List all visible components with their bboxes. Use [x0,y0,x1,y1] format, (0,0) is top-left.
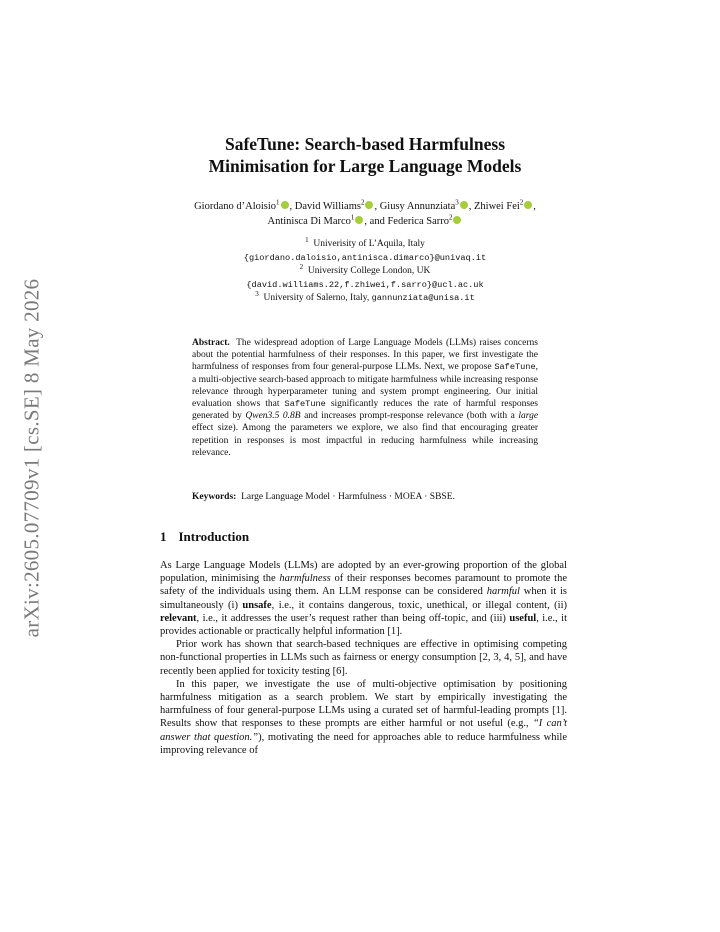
abstract-text: effect size). Among the parameters we explore, we also find that encouraging greater repetition in responses is most impactful in reducing harmfulness while increasing relevance. [192,423,538,458]
emphasis: harmful [486,586,520,598]
text: , i.e., it addresses the user’s request rather than being off-topic, and (iii) [196,612,506,624]
paragraph: Prior work has shown that search-based techniques are effective in optimising competing non-functional properties in LLMs such as fairness or energy consumption [2, 3, 4, 5], and have recently been applied for toxicity testing [6]. [160,639,567,677]
author-name: David Williams [294,201,361,212]
affiliation-univaq: Univerisity of L’Aquila, Italy [313,239,425,249]
orcid-icon[interactable] [524,201,532,209]
paper-title [160,133,570,177]
bold-term: relevant [160,612,197,624]
orcid-icon[interactable] [460,201,468,209]
author-name: Giusy Annunziata [379,201,456,212]
keywords-text: Large Language Model · Harmfulness · MOEA · SBSE. [241,492,455,502]
email-univaq[interactable]: {giordano.daloisio,antinisca.dimarco}@univaq.it [243,252,487,263]
paragraph [160,559,567,638]
title-line-2: Minimisation for Large Language Models [208,156,522,176]
emphasis: harmfulness [279,573,331,585]
text: As Large Language Models (LLMs) are adopted by an ever-growing proportion of the global population, minimising the [160,560,567,585]
author-affil-mark: 1 [350,213,355,222]
quoted-example: “I can’t answer that question.” [160,718,568,743]
text: In this paper, we investigate the use of multi-objective optimisation by positioning harmfulness mitigation as a search problem. We start by empirically investigating the harmfulness of four general-purpose LLMs using a curated set of harmful-leading prompts [1]. Results show that responses to these prompts are either harmful or not useful (e.g., [160,678,567,730]
tool-name: SafeTune [494,362,536,373]
model-name: Qwen3.5 0.8B [245,411,301,422]
arxiv-id-text: arXiv:2605.07709v1 [cs.SE] 8 May 2026 [19,278,44,638]
abstract-text: significantly reduces the rate of harmful responses generated by [192,399,539,422]
author-list: Giordano d’Aloisio$^1$ , David Williams$^2$ , Giusy Annunziata$^3$ , Zhiwei Fei$^2$ , Antinisca Di Marco$^1$ , and Federica Sarro$^2$ [194,198,536,227]
affil-mark: 2 [299,262,304,271]
affiliation-unisa: University of Salerno, Italy, [263,293,370,303]
author-affil-mark: 3 [455,198,459,207]
title-line-1: SafeTune: Search-based Harmfulness [224,134,506,154]
abstract-label: Abstract. [192,338,230,348]
orcid-icon[interactable] [365,201,373,209]
orcid-icon[interactable] [281,201,289,209]
text: , i.e., it contains dangerous, toxic, unethical, or illegal content, (ii) [271,599,567,611]
author-affil-mark: 2 [360,198,365,207]
text: of their responses becomes paramount to promote the safety of the individuals using them. An LLM response can be considered [160,573,568,598]
orcid-icon[interactable] [355,216,363,224]
orcid-icon[interactable] [453,216,461,224]
text: when it is simultaneously (i) [160,586,568,611]
abstract [192,337,538,459]
introduction-body [160,559,567,757]
arxiv-stamp [14,268,50,648]
section-title: Introduction [178,529,250,544]
text: ), motivating the need for approaches able to reduce harmfulness while improving relevance of [160,731,568,756]
author-name: Antinisca Di Marco [267,216,351,227]
keywords-label: Keywords: [192,492,237,502]
bold-term: useful [509,612,537,624]
bold-term: unsafe [242,599,272,611]
affiliation-ucl: University College London, UK [307,266,431,276]
abstract-text: The widespread adoption of Large Language Models (LLMs) raises concerns about the potential harmfulness of their responses. In this paper, we first investigate the harmfulness of responses from four general-purpose LLMs. Next, we propose [192,338,538,373]
abstract-text: and increases prompt-response relevance (both with a [304,411,515,422]
abstract-text: , a multi-objective search-based approach to mitigate harmfulness while increasing response relevance through hyperparameter tuning and system prompt engineering. Our initial evaluation shows that [192,362,538,410]
author-name: Zhiwei Fei [473,201,520,212]
author-name: Federica Sarro [387,216,449,227]
author-affil-mark: 2 [519,198,524,207]
text: , i.e., it provides actionable or practically helpful information [1]. [160,612,567,638]
author-affil-mark: 2 [448,213,453,222]
affiliations [160,235,570,306]
tool-name: SafeTune [284,399,326,410]
affil-mark: 1 [305,235,309,244]
and-word: and [369,216,385,227]
section-heading [160,529,249,545]
effect-size: large [518,411,539,422]
author-affil-mark: 1 [276,198,280,207]
author-name: Giordano d’Aloisio [194,201,277,212]
affil-mark: 3 [255,289,259,298]
email-unisa[interactable]: gannunziata@unisa.it [371,293,475,303]
keywords [192,492,538,502]
email-ucl[interactable]: {david.williams.22,f.zhiwei,f.sarro}@ucl.ac.uk [246,279,484,290]
paragraph [160,678,567,757]
section-number: 1 [160,529,167,544]
